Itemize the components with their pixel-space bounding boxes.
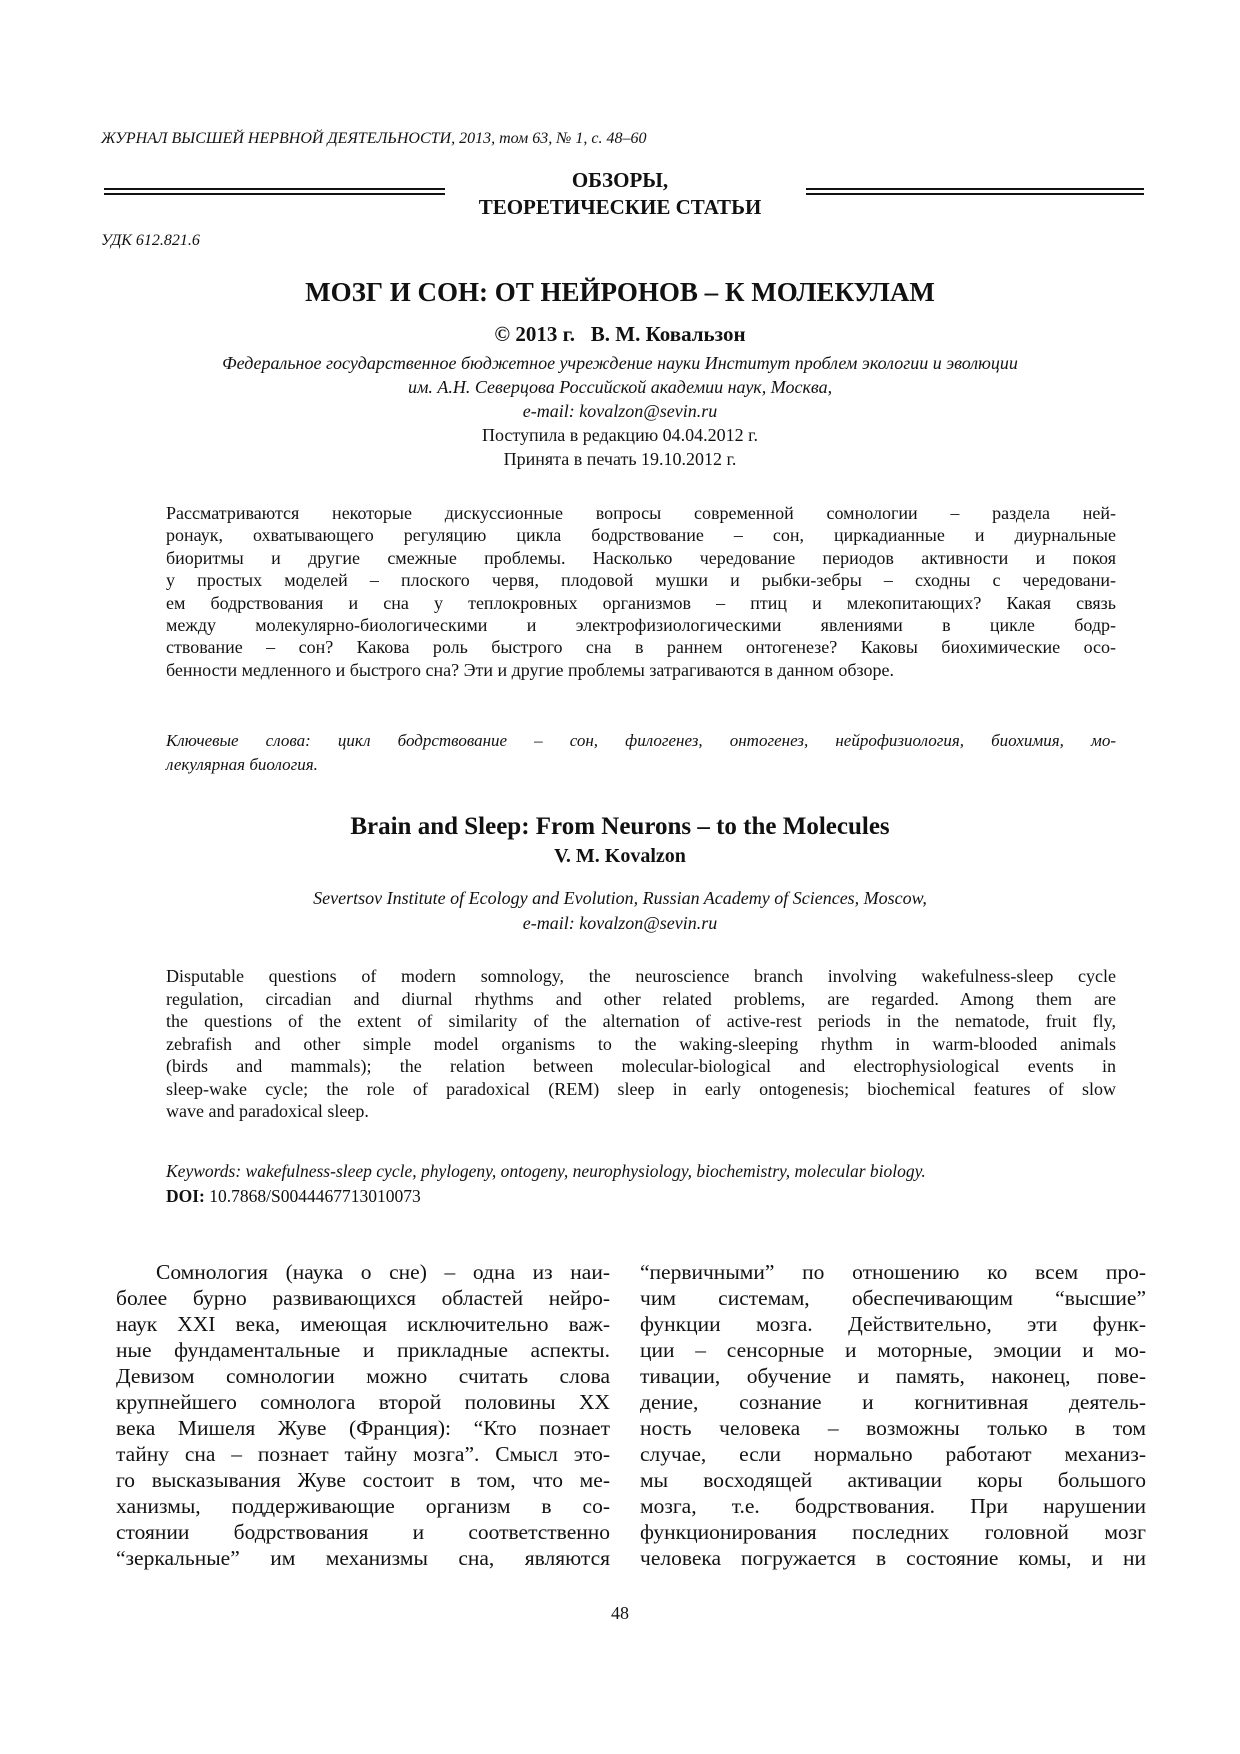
text-line: ность человека – возможны только в том — [640, 1416, 1146, 1440]
text-line: Девизом сомнологии можно считать слова — [116, 1364, 610, 1388]
text-line: функции мозга. Действительно, эти функ- — [640, 1312, 1146, 1336]
text-line: мозга, т.е. бодрствования. При нарушении — [640, 1494, 1146, 1518]
affiliation-ru-line2: им. А.Н. Северцова Российской академии наук, Москва, — [407, 377, 833, 397]
text-line: (birds and mammals); the relation between molecular-biological and electrophysiological events in — [166, 1056, 1116, 1076]
text-line: “первичными” по отношению ко всем про- — [640, 1260, 1146, 1284]
text-line: ем бодрствования и сна у теплокровных организмов – птиц и млекопитающих? Какая связь — [166, 592, 1116, 613]
text-line: го высказывания Жуве состоит в том, что ме- — [116, 1468, 610, 1492]
text-line: функционирования последних головной мозг — [640, 1520, 1146, 1544]
text-line: the questions of the extent of similarity of the alternation of active-rest periods in the nematode, fruit fly, — [166, 1011, 1116, 1031]
doi-value[interactable]: 10.7868/S0044467713010073 — [209, 1186, 421, 1206]
section-heading-line2: ТЕОРЕТИЧЕСКИЕ СТАТЬИ — [478, 195, 762, 219]
text-line: человека погружается в состояние комы, и ни — [640, 1546, 1146, 1570]
text-line: наук XXI века, имеющая исключительно важ- — [116, 1312, 610, 1336]
received-date: Поступила в редакцию 04.04.2012 г. — [481, 425, 758, 445]
affiliation-en: Severtsov Institute of Ecology and Evolution, Russian Academy of Sciences, Moscow, — [313, 888, 927, 908]
text-line: века Мишеля Жуве (Франция): “Кто познает — [116, 1416, 610, 1440]
page-number: 48 — [611, 1603, 629, 1623]
text-line: у простых моделей – плоского червя, плодовой мушки и рыбки-зебры – сходны с чередовани- — [166, 570, 1116, 591]
text-line: ствование – сон? Какова роль быстрого сна в раннем онтогенезе? Каковы биохимические осо- — [166, 637, 1116, 658]
affiliation-ru-line1: Федеральное государственное бюджетное учреждение науки Институт проблем экологии и эволюции — [222, 353, 1018, 373]
text-line: ронаук, охватывающего регуляцию цикла бодрствование – сон, циркадианные и диурнальные — [166, 525, 1116, 546]
accepted-date: Принята в печать 19.10.2012 г. — [503, 449, 737, 469]
article-title-ru: МОЗГ И СОН: ОТ НЕЙРОНОВ – К МОЛЕКУЛАМ — [305, 277, 935, 307]
keywords-ru — [166, 729, 1116, 777]
body-column-right — [640, 1259, 1146, 1571]
byline-ru: © 2013 г. В. М. Ковальзон — [494, 322, 746, 346]
article-title-en: Brain and Sleep: From Neurons – to the Molecules — [350, 813, 890, 840]
text-line: биоритмы и другие смежные проблемы. Насколько чередование периодов активности и покоя — [166, 547, 1116, 568]
text-line: между молекулярно-биологическими и электрофизиологическими явлениями в цикле бодр- — [166, 615, 1116, 636]
text-line: Сомнология (наука о сне) – одна из наи- — [156, 1260, 610, 1284]
text-line: мы восходящей активации коры большого — [640, 1468, 1146, 1492]
abstract-en — [166, 965, 1116, 1123]
keywords-en: Keywords: wakefulness-sleep cycle, phylogeny, ontogeny, neurophysiology, biochemistry, molecular biology. — [166, 1161, 926, 1181]
doi-label: DOI: — [166, 1186, 205, 1206]
journal-header: ЖУРНАЛ ВЫСШЕЙ НЕРВНОЙ ДЕЯТЕЛЬНОСТИ, 2013, том 63, № 1, с. 48–60 — [101, 130, 647, 147]
text-line: тивации, обучение и память, наконец, пове- — [640, 1364, 1146, 1388]
text-line: Ключевые слова: цикл бодрствование – сон, филогенез, онтогенез, нейрофизиология, биохимия, мо- — [166, 731, 1116, 750]
text-line: дение, сознание и когнитивная деятель- — [640, 1390, 1146, 1414]
text-line: стоянии бодрствования и соответственно — [116, 1520, 610, 1544]
text-line: Disputable questions of modern somnology, the neuroscience branch involving wakefulness-sleep cycle — [166, 966, 1116, 986]
text-line: лекулярная биология. — [166, 755, 318, 774]
text-line: regulation, circadian and diurnal rhythms and other related problems, are regarded. Among them are — [166, 988, 1116, 1009]
text-line: wave and paradoxical sleep. — [166, 1101, 369, 1121]
author-en: V. M. Kovalzon — [554, 845, 686, 867]
text-line: zebrafish and other simple model organisms to the waking-sleeping rhythm in warm-blooded animals — [166, 1033, 1116, 1054]
text-line: чим системам, обеспечивающим “высшие” — [640, 1286, 1146, 1310]
email-en: e-mail: kovalzon@sevin.ru — [522, 913, 718, 933]
email-ru: e-mail: kovalzon@sevin.ru — [522, 401, 718, 421]
text-line: “зеркальные” им механизмы сна, являются — [116, 1546, 610, 1570]
abstract-ru — [166, 502, 1116, 681]
text-line: случае, если нормально работают механиз- — [640, 1442, 1146, 1466]
text-line: ханизмы, поддерживающие организм в со- — [116, 1494, 610, 1518]
udk-code: УДК 612.821.6 — [101, 232, 200, 249]
text-line: Рассматриваются некоторые дискуссионные вопросы современной сомнологии – раздела ней- — [166, 503, 1116, 523]
text-line: ные фундаментальные и прикладные аспекты. — [116, 1338, 610, 1362]
section-heading-line1: ОБЗОРЫ, — [571, 168, 669, 192]
body-column-left — [116, 1259, 610, 1571]
text-line: более бурно развивающихся областей нейро- — [116, 1286, 610, 1310]
text-line: бенности медленного и быстрого сна? Эти и другие проблемы затрагиваются в данном обзоре. — [166, 659, 894, 680]
doi — [166, 1186, 421, 1207]
text-line: крупнейшего сомнолога второй половины XX — [116, 1390, 610, 1414]
text-line: тайну сна – познает тайну мозга”. Смысл это- — [116, 1442, 610, 1466]
text-line: ции – сенсорные и моторные, эмоции и мо- — [640, 1338, 1146, 1362]
text-line: sleep-wake cycle; the role of paradoxical (REM) sleep in early ontogenesis; biochemical features of slow — [166, 1078, 1116, 1099]
